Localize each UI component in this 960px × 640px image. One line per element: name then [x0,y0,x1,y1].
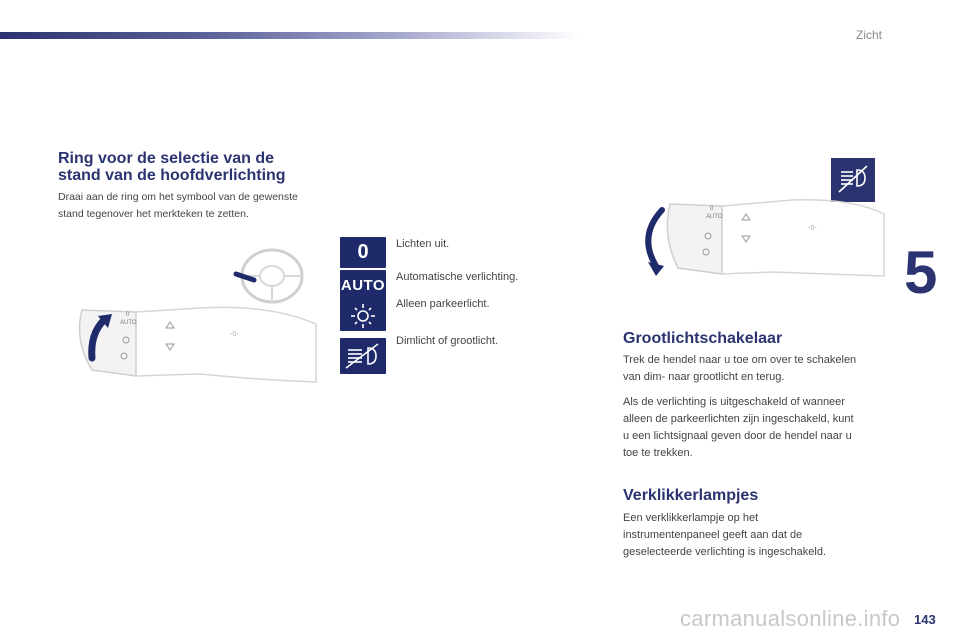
ring-intro [58,189,298,223]
verklikker-line1: Een verklikkerlampje op het [623,512,759,524]
item-label-off: Lichten uit. [396,238,450,250]
svg-text:0: 0 [710,206,714,212]
light-stalk-illustration [70,300,320,386]
lights-off-icon [340,237,386,268]
grootlicht-heading: Grootlichtschakelaar [623,330,783,347]
auto-lighting-icon [340,270,386,301]
item-label-beam: Dimlicht of grootlicht. [396,335,499,347]
dipped-main-beam-icon [340,338,386,374]
svg-text:0: 0 [126,312,130,318]
watermark: carmanualsonline.info [680,606,901,631]
page-number: 143 [914,612,936,627]
svg-text:-0-: -0- [230,331,239,338]
section-title: Zicht [856,28,883,42]
ring-heading-line1: Ring voor de selectie van de [58,150,275,167]
verklikker-paragraph [623,510,826,561]
grootlicht-p2-line1: Als de verlichting is uitgeschakeld of wanneer [623,396,845,408]
verklikker-line3: geselecteerde verlichting is ingeschakeld. [623,546,827,558]
svg-text:AUTO: AUTO [706,214,723,220]
ring-heading-line2: stand van de hoofdverlichting [58,167,286,184]
grootlicht-p2-line2: alleen de parkeerlichten zijn ingeschakeld, kunt [623,413,854,425]
ring-intro-line2: stand tegenover het merkteken te zetten. [58,208,249,220]
item-label-auto: Automatische verlichting. [396,271,519,283]
grootlicht-p1-line1: Trek de hendel naar u toe om over te schakelen [623,354,857,366]
beam-glyph [340,338,386,374]
zero-glyph: 0 [357,241,369,263]
auto-glyph: AUTO [340,277,386,294]
grootlicht-p1-line2: van dim- naar grootlicht en terug. [623,371,785,383]
header-gradient-bar [0,32,580,39]
parking-light-icon [340,300,386,331]
grootlicht-paragraph-1 [623,352,856,386]
item-label-parking: Alleen parkeerlicht. [396,298,490,310]
chapter-number: 5 [904,239,938,306]
grootlicht-p2-line3: u een lichtsignaal geven door de hendel naar u [623,430,852,442]
verklikker-heading: Verklikkerlampjes [623,487,759,504]
stalk-pull-illustration [622,196,886,282]
svg-text:-0-: -0- [808,225,817,232]
steering-wheel-illustration [228,244,306,308]
parking-light-glyph [340,300,386,331]
ring-intro-line1: Draai aan de ring om het symbool van de gewenste [58,191,298,203]
ring-heading [58,150,286,184]
grootlicht-p2-line4: toe te trekken. [623,447,693,459]
svg-text:AUTO: AUTO [120,320,137,326]
grootlicht-paragraph-2 [623,394,854,462]
verklikker-line2: instrumentenpaneel geeft aan dat de [623,529,803,541]
